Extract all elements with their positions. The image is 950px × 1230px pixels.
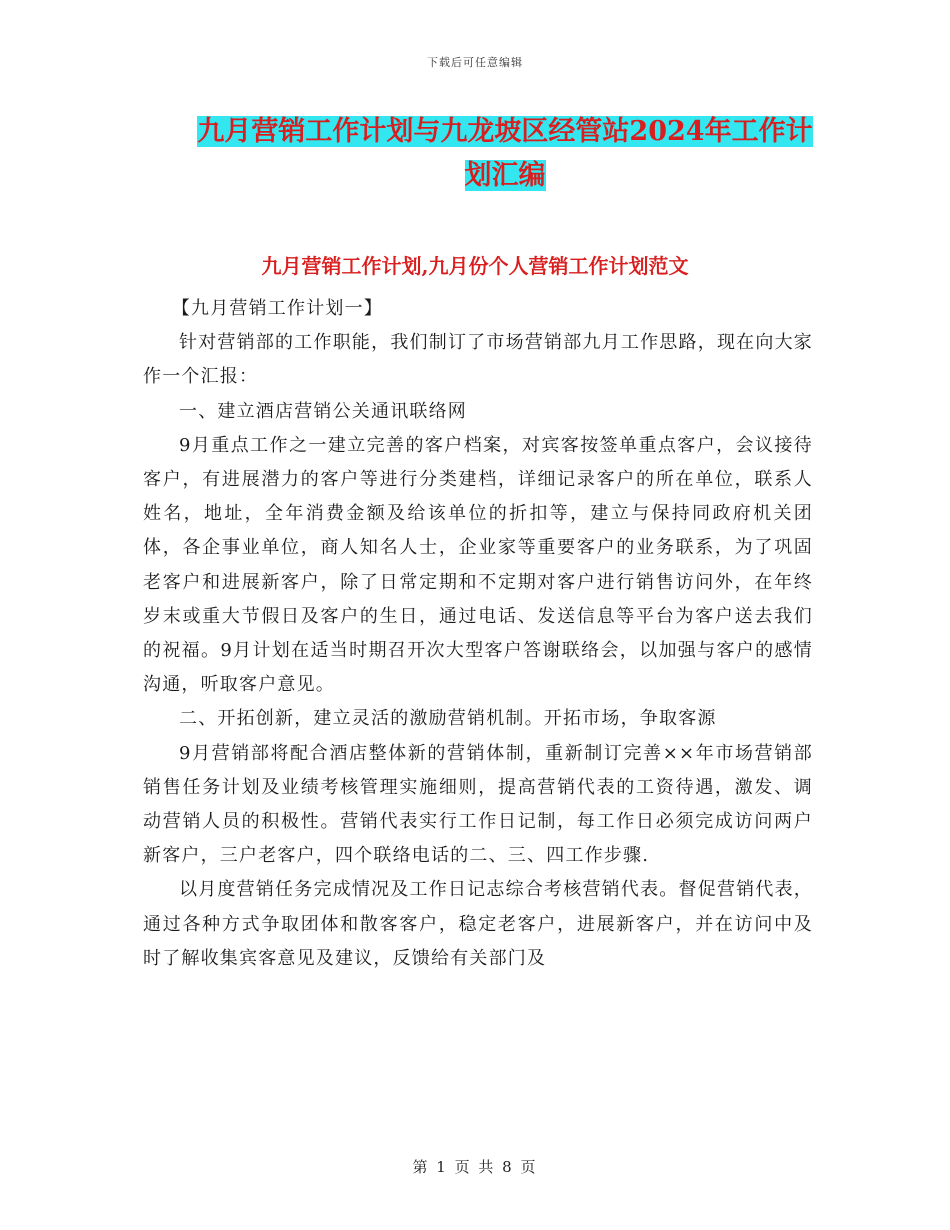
paragraph: 以月度营销任务完成情况及工作日记志综合考核营销代表。督促营销代表，通过各种方式争取团体和散客客户，稳定老客户，进展新客户，并在访问中及时了解收集宾客意见及建议，反馈给有关部门及 [143,879,813,969]
document-title [185,110,825,198]
page-footer: 第 1 页 共 8 页 [412,1158,538,1176]
paragraph-section-heading: 二、开拓创新，建立灵活的激励营销机制。开拓市场，争取客源 [179,708,717,730]
header-note: 下载后可任意编辑 [427,56,523,69]
body-content [143,292,813,976]
paragraph: 9月营销部将配合酒店整体新的营销体制，重新制订完善××年市场营销部销售任务计划及业绩考核管理实施细则，提高营销代表的工资待遇，激发、调动营销人员的积极性。营销代表实行工作日记制，每工作日必须完成访问两户新客户，三户老客户，四个联络电话的二、三、四工作步骤. [143,742,813,867]
paragraph-heading: 【九月营销工作计划一】 [171,298,383,319]
paragraph: 9月重点工作之一建立完善的客户档案，对宾客按签单重点客户，会议接待客户，有进展潜力的客户等进行分类建档，详细记录客户的所在单位，联系人姓名，地址，全年消费金额及给该单位的折扣等，建立与保持同政府机关团体，各企事业单位，商人知名人士，企业家等重要客户的业务联系，为了巩固老客户和进展新客户，除了日常定期和不定期对客户进行销售访问外，在年终岁末或重大节假日及客户的生日，通过电话、发送信息等平台为客户送去我们的祝福。9月计划在适当时期召开次大型客户答谢联络会，以加强与客户的感情沟通，听取客户意见。 [143,434,813,696]
section-subtitle: 九月营销工作计划,九月份个人营销工作计划范文 [261,254,689,278]
paragraph: 针对营销部的工作职能，我们制订了市场营销部九月工作思路，现在向大家作一个汇报： [143,332,813,388]
paragraph-section-heading: 一、建立酒店营销公关通讯联络网 [179,400,467,422]
document-title-text: 九月营销工作计划与九龙坡区经管站2024年工作计划汇编 [197,116,813,191]
